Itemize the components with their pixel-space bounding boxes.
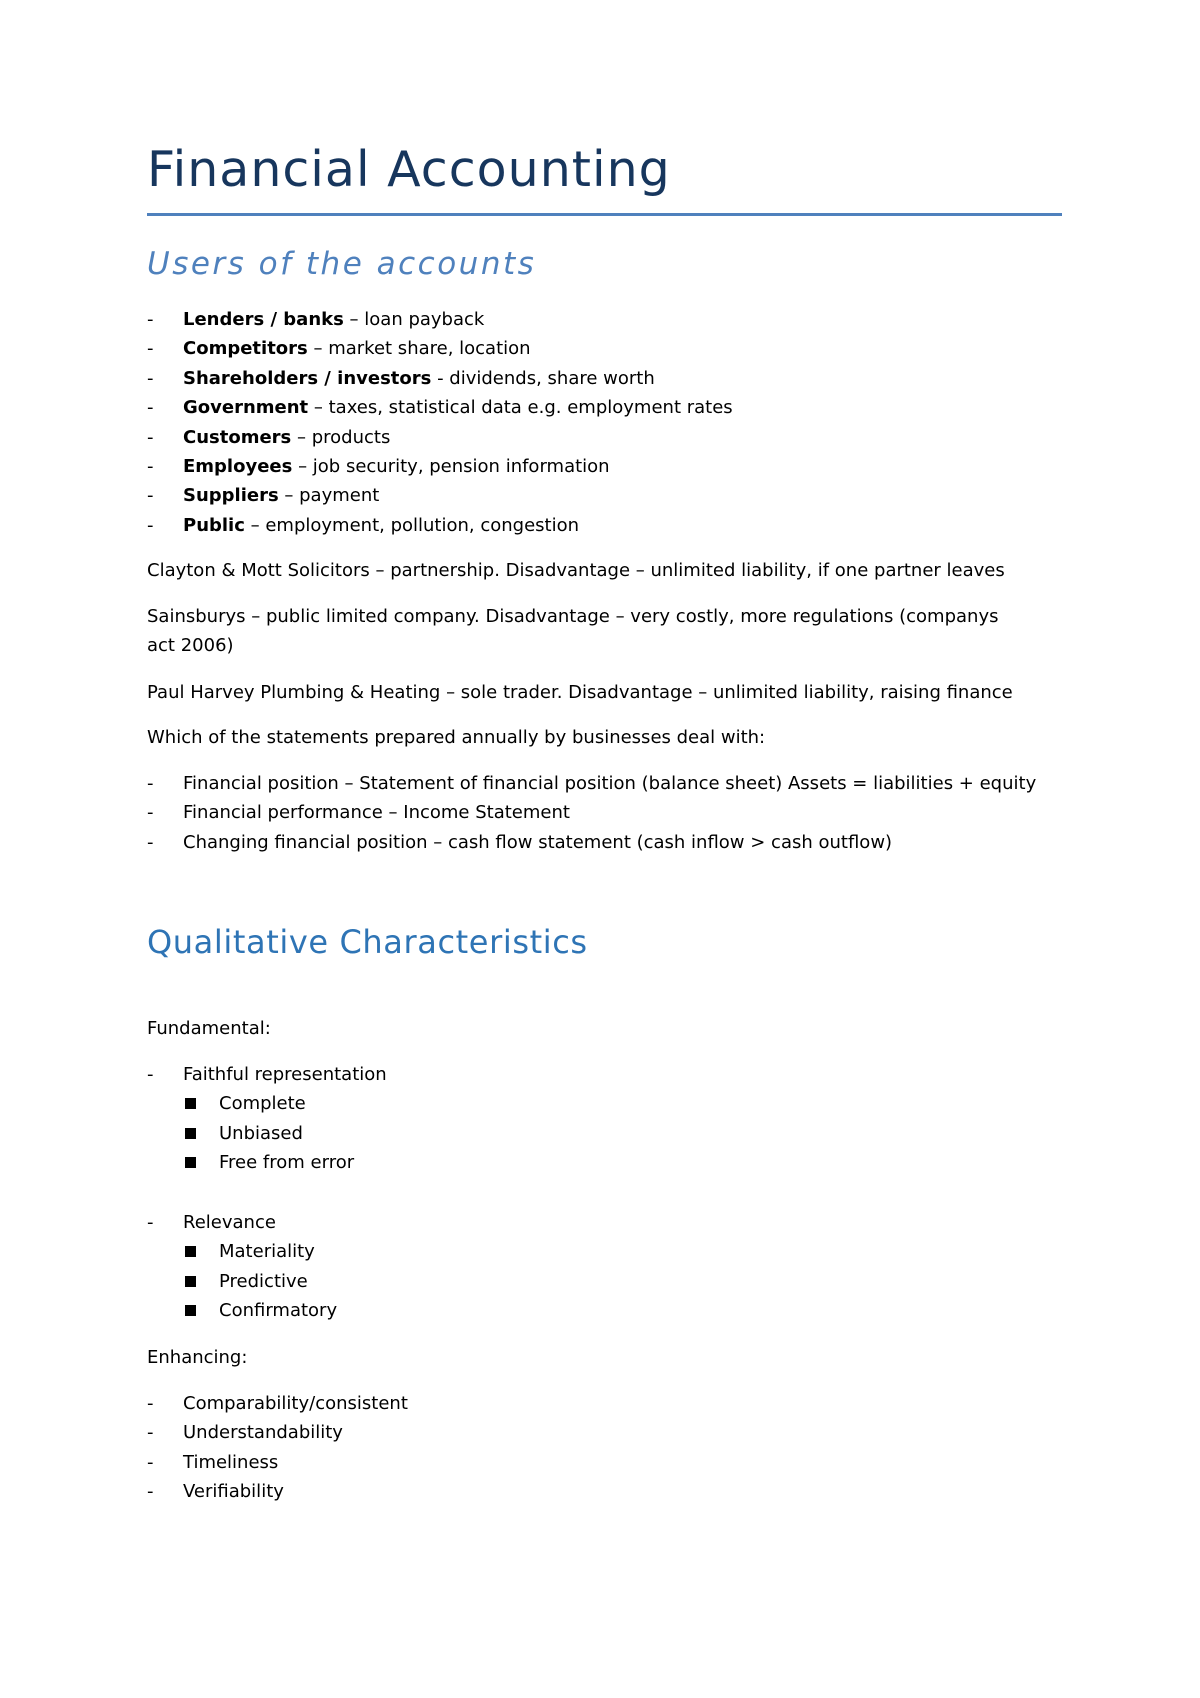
user-term: Suppliers xyxy=(183,485,279,507)
sublist xyxy=(183,1089,387,1177)
list-item xyxy=(147,769,1036,798)
dash-marker: - xyxy=(147,456,154,478)
list-item xyxy=(147,1477,408,1506)
sub-list-item xyxy=(183,1267,337,1296)
list-item xyxy=(147,364,733,393)
dash-marker: - xyxy=(147,1481,154,1503)
dash-marker: - xyxy=(147,1064,154,1085)
statements-list xyxy=(147,769,1036,857)
dash-marker: - xyxy=(147,367,154,389)
page-title: Financial Accounting xyxy=(147,141,671,198)
list-item xyxy=(147,334,733,363)
fundamental-item-label: Faithful representation xyxy=(183,1064,387,1085)
dash-marker: - xyxy=(147,514,154,536)
sub-item-label: Predictive xyxy=(219,1270,308,1292)
user-term: Shareholders / investors xyxy=(183,367,432,389)
list-item xyxy=(147,1060,387,1178)
sub-list-item xyxy=(183,1119,387,1148)
dash-marker: - xyxy=(147,1451,154,1473)
dash-marker: - xyxy=(147,773,154,794)
user-desc: – market share, location xyxy=(307,338,531,360)
enhancing-item: Comparability/consistent xyxy=(183,1393,408,1414)
sub-list-item xyxy=(183,1148,387,1177)
statement-text: Changing financial position – cash flow statement (cash inflow > cash outflow) xyxy=(183,831,893,853)
enhancing-label: Enhancing: xyxy=(147,1347,248,1368)
list-item xyxy=(147,1389,408,1418)
dash-marker: - xyxy=(147,1422,154,1444)
list-item xyxy=(147,828,1036,857)
paragraph-which: Which of the statements prepared annually by businesses deal with: xyxy=(147,727,766,748)
square-bullet-icon xyxy=(185,1098,196,1109)
sub-list-item xyxy=(183,1089,387,1118)
list-item xyxy=(147,1418,408,1447)
list-item xyxy=(147,1448,408,1477)
fundamental-item-label: Relevance xyxy=(183,1212,276,1233)
paragraph-paul: Paul Harvey Plumbing & Heating – sole trader. Disadvantage – unlimited liability, raising finance xyxy=(147,682,1013,703)
statement-text: Financial performance – Income Statement xyxy=(183,802,570,824)
user-term: Lenders / banks xyxy=(183,309,344,330)
dash-marker: - xyxy=(147,831,154,853)
sub-list-item xyxy=(183,1296,337,1325)
square-bullet-icon xyxy=(185,1128,196,1139)
user-term: Public xyxy=(183,514,245,536)
enhancing-item: Verifiability xyxy=(183,1481,284,1503)
sub-item-label: Materiality xyxy=(219,1241,315,1263)
title-underline xyxy=(147,213,1062,216)
user-desc: – payment xyxy=(278,485,380,507)
sublist xyxy=(183,1237,337,1325)
list-item xyxy=(147,423,733,452)
dash-marker: - xyxy=(147,1393,154,1414)
dash-marker: - xyxy=(147,338,154,360)
fundamental-list-1 xyxy=(147,1060,387,1178)
sub-list-item xyxy=(183,1237,337,1266)
users-list xyxy=(147,305,733,540)
user-term: Employees xyxy=(183,456,293,478)
square-bullet-icon xyxy=(185,1276,196,1287)
dash-marker: - xyxy=(147,1212,154,1233)
list-item xyxy=(147,481,733,510)
user-desc: – loan payback xyxy=(343,309,485,330)
sub-item-label: Complete xyxy=(219,1093,306,1115)
square-bullet-icon xyxy=(185,1305,196,1316)
fundamental-label: Fundamental: xyxy=(147,1018,271,1039)
list-item xyxy=(147,452,733,481)
list-item xyxy=(147,393,733,422)
dash-marker: - xyxy=(147,426,154,448)
square-bullet-icon xyxy=(185,1246,196,1257)
dash-marker: - xyxy=(147,485,154,507)
user-desc: – taxes, statistical data e.g. employment rates xyxy=(308,397,733,419)
subtitle: Users of the accounts xyxy=(147,246,537,282)
list-item xyxy=(147,798,1036,827)
section-heading-qualitative: Qualitative Characteristics xyxy=(147,923,588,961)
enhancing-item: Understandability xyxy=(183,1422,343,1444)
user-term: Government xyxy=(183,397,309,419)
enhancing-list xyxy=(147,1389,408,1507)
list-item xyxy=(147,305,733,334)
sub-item-label: Free from error xyxy=(219,1152,355,1174)
sub-item-label: Confirmatory xyxy=(219,1300,338,1322)
paragraph-sainsburys: Sainsburys – public limited company. Disadvantage – very costly, more regulations (companys act 2006) xyxy=(147,606,999,657)
dash-marker: - xyxy=(147,397,154,419)
user-desc: – employment, pollution, congestion xyxy=(244,514,580,536)
user-term: Competitors xyxy=(183,338,308,360)
sub-item-label: Unbiased xyxy=(219,1122,303,1144)
enhancing-item: Timeliness xyxy=(183,1451,279,1473)
statement-text: Financial position – Statement of financial position (balance sheet) Assets = liabilities + equity xyxy=(183,773,1037,794)
list-item xyxy=(147,511,733,540)
dash-marker: - xyxy=(147,309,154,330)
user-desc: – job security, pension information xyxy=(292,456,610,478)
user-desc: – products xyxy=(291,426,391,448)
dash-marker: - xyxy=(147,802,154,824)
user-term: Customers xyxy=(183,426,292,448)
square-bullet-icon xyxy=(185,1157,196,1168)
user-desc: - dividends, share worth xyxy=(431,367,655,389)
paragraph-clayton: Clayton & Mott Solicitors – partnership. Disadvantage – unlimited liability, if one partner leaves xyxy=(147,560,1005,581)
list-item xyxy=(147,1208,337,1326)
fundamental-list-2 xyxy=(147,1208,337,1326)
